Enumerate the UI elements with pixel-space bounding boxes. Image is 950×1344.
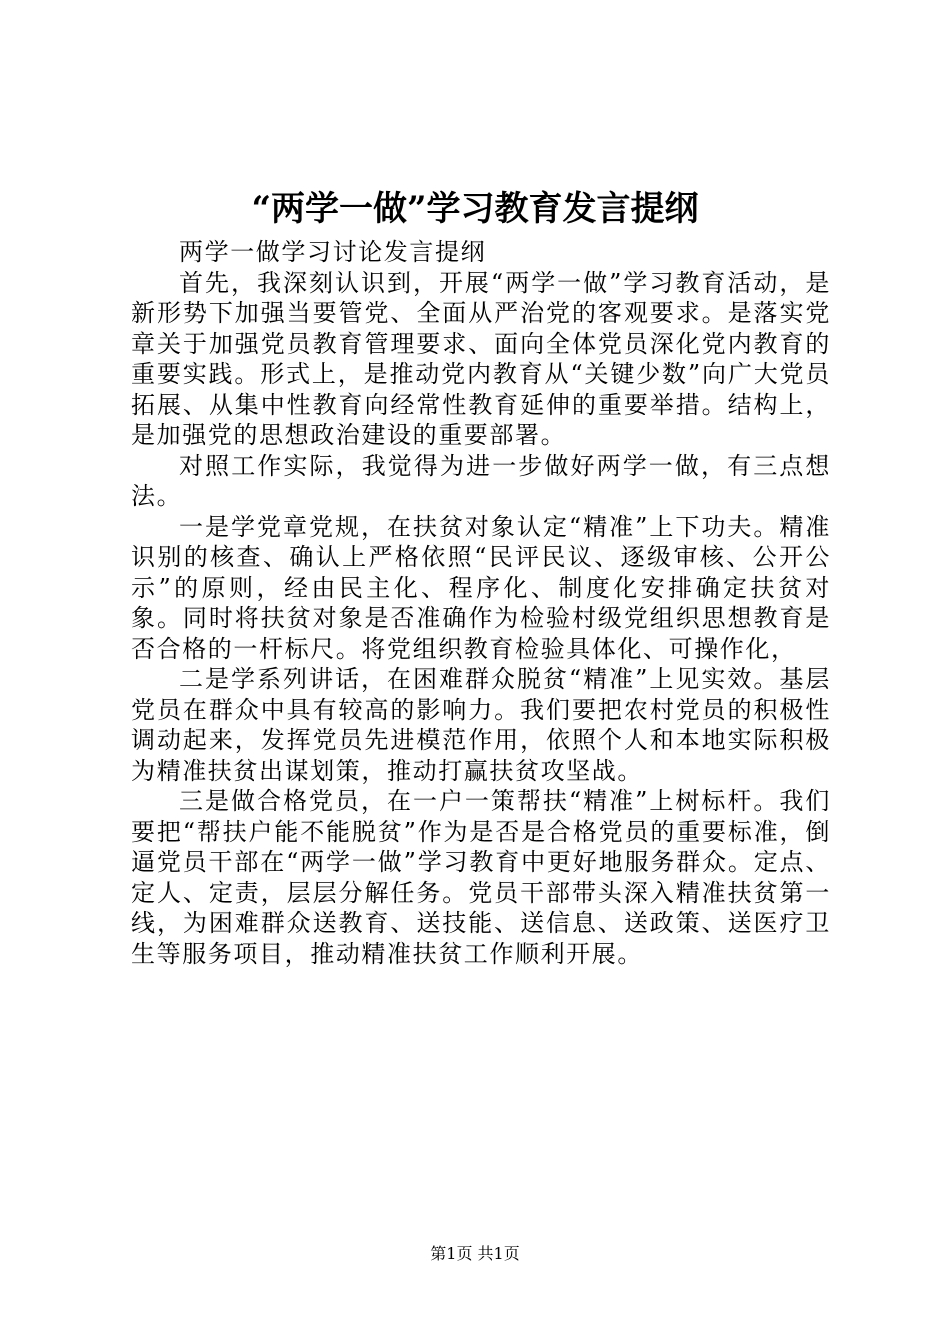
paragraph-point-one: 一是学党章党规，在扶贫对象认定“精准”上下功夫。精准识别的核查、确认上严格依照“民评民议、逐级审核、公开公示”的原则，经由民主化、程序化、制度化安排确定扶贫对象。同时将扶贫对象是否准确作为检验村级党组织思想教育是否合格的一杆标尺。将党组织教育检验具体化、可操作化， (131, 512, 831, 663)
paragraph-point-two: 二是学系列讲话，在困难群众脱贫“精准”上见实效。基层党员在群众中具有较高的影响力。我们要把农村党员的积极性调动起来，发挥党员先进模范作用，依照个人和本地实际积极为精准扶贫出谋划策，推动打赢扶贫攻坚战。 (131, 665, 831, 785)
paragraph-intro: 首先，我深刻认识到，开展“两学一做”学习教育活动，是新形势下加强当要管党、全面从严治党的客观要求。是落实党章关于加强党员教育管理要求、面向全体党员深化党内教育的重要实践。形式上，是推动党内教育从“关键少数”向广大党员拓展、从集中性教育向经常性教育延伸的重要举措。结构上，是加强党的思想政治建设的重要部署。 (131, 268, 831, 449)
document-title: “两学一做”学习教育发言提纲 (251, 189, 699, 229)
paragraph-point-three: 三是做合格党员，在一户一策帮扶“精准”上树标杆。我们要把“帮扶户能不能脱贫”作为是否是合格党员的重要标准，倒逼党员干部在“两学一做”学习教育中更好地服务群众。定点、定人、定责，层层分解任务。党员干部带头深入精准扶贫第一线，为困难群众送教育、送技能、送信息、送政策、送医疗卫生等服务项目，推动精准扶贫工作顺利开展。 (131, 787, 831, 968)
document-body (131, 237, 831, 969)
paragraph-thoughts: 对照工作实际，我觉得为进一步做好两学一做，有三点想法。 (131, 451, 831, 510)
subtitle-paragraph: 两学一做学习讨论发言提纲 (179, 238, 487, 266)
page-footer: 第1页 共1页 (430, 1244, 520, 1263)
